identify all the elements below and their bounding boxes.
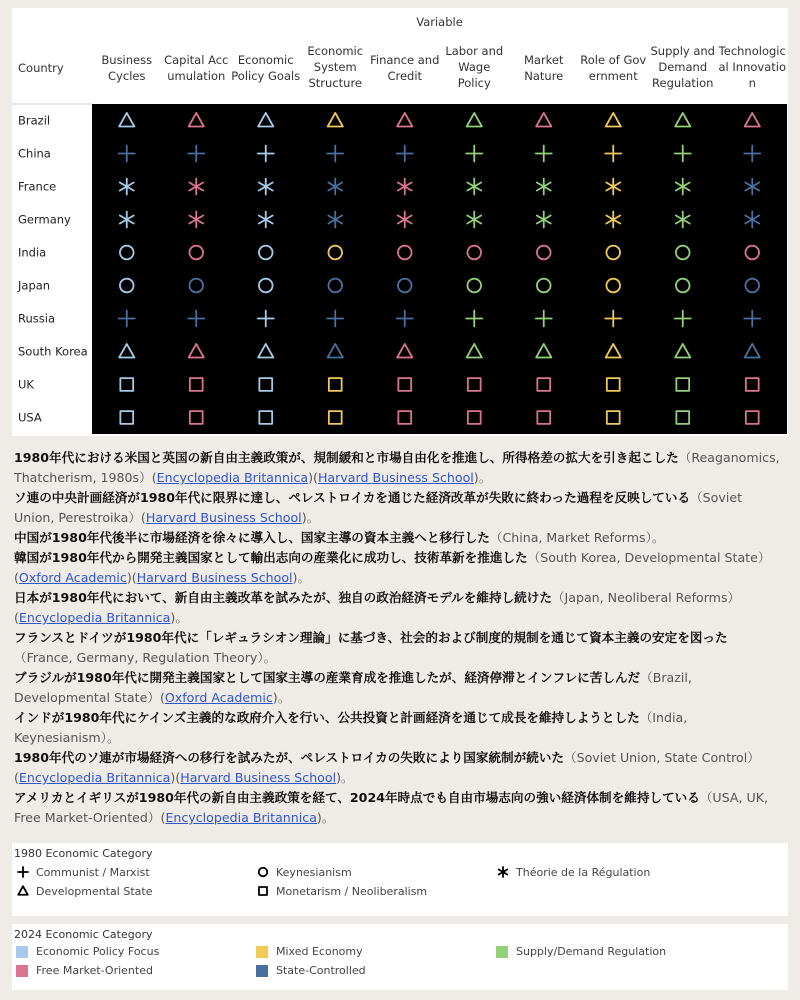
legend-shape-label: Théorie de la Régulation: [516, 865, 651, 879]
note-source: （Japan, Neoliberal Reforms）: [551, 590, 741, 605]
citation-link[interactable]: Encyclopedia Britannica: [156, 470, 309, 485]
chart-panel: [12, 8, 788, 436]
paren-open: (: [313, 470, 318, 485]
note-source: （Soviet Union, State Control）: [564, 750, 760, 765]
column-header: Market Nature: [523, 53, 564, 83]
row-label: Japan: [18, 278, 51, 293]
paren-close: ): [272, 690, 278, 705]
column-header: Business Cycles: [101, 53, 153, 83]
note-paragraph: [14, 548, 786, 588]
note-end: 。: [297, 570, 311, 585]
note-text: 1980年代のソ連が市場経済への移行を試みたが、ペレストロイカの失敗により国家統制が続いた: [14, 750, 565, 765]
legend-color-label: State-Controlled: [276, 964, 366, 977]
paren-open: (: [140, 510, 146, 525]
legend-shape-label: Developmental State: [36, 884, 153, 898]
legend-shape-item: [496, 865, 650, 879]
paren-close: ): [170, 770, 176, 785]
notes-section: [14, 448, 786, 828]
legend-color-label: Free Market-Oriented: [36, 964, 153, 977]
color-swatch: [16, 965, 28, 977]
note-end: 。: [106, 730, 120, 745]
paren-close: ): [170, 610, 176, 625]
column-header: Finance and Credit: [370, 53, 440, 83]
citation-link[interactable]: Oxford Academic: [18, 570, 127, 585]
note-end: 。: [478, 470, 492, 485]
circle-glyph: [259, 868, 268, 877]
legend-shape-item: [256, 884, 427, 898]
row-label: USA: [18, 410, 42, 425]
circle-icon: [256, 865, 270, 879]
column-header: Labor and Wage Policy: [445, 44, 504, 90]
legend-2024-title: 2024 Economic Category: [14, 928, 153, 941]
note-paragraph: [14, 668, 786, 708]
row-label: Russia: [18, 311, 55, 326]
paren-open: (: [159, 690, 165, 705]
note-end: 。: [263, 650, 277, 665]
note-text: 韓国が1980年代から開発主義国家として輸出志向の産業化に成功し、技術革新を推進した: [14, 550, 528, 565]
note-source: （France, Germany, Regulation Theory）: [14, 650, 264, 665]
legend-2024: [12, 924, 788, 990]
citation-link[interactable]: Harvard Business School: [136, 570, 293, 585]
note-end: 。: [341, 770, 354, 785]
square-glyph: [259, 887, 267, 895]
note-source: （India, Keynesianism）: [14, 710, 688, 745]
paren-open: (: [131, 570, 137, 585]
note-text: フランスとドイツが1980年代に「レギュラシオン理論」に基づき、社会的および制度的規制を通じて資本主義の安定を図った: [14, 630, 728, 645]
note-paragraph: [14, 708, 786, 748]
note-source: （Reaganomics, Thatcherism, 1980s）: [14, 450, 780, 485]
row-label: France: [18, 179, 57, 194]
note-source: （USA, UK, Free Market-Oriented）: [14, 790, 768, 825]
note-text: 中国が1980年代後半に市場経済を徐々に導入し、国家主導の資本主義へと移行した: [14, 530, 490, 545]
row-label: India: [18, 245, 47, 260]
note-end: 。: [306, 510, 320, 525]
paren-open: (: [151, 470, 157, 485]
legend-color-item: [256, 964, 366, 977]
column-header: Technologic al Innovatio n: [718, 44, 786, 90]
color-swatch: [16, 946, 28, 958]
note-paragraph: [14, 448, 786, 488]
color-swatch: [256, 946, 268, 958]
row-label: Brazil: [18, 113, 51, 128]
note-text: ソ連の中央計画経済が1980年代に限界に達し、ペレストロイカを通じた経済改革が失敗に終わった過程を反映している: [14, 490, 691, 505]
plus-icon: [16, 865, 30, 879]
note-text: 1980年代における米国と英国の新自由主義政策が、規制緩和と市場自由化を推進し、所得格差の拡大を引き起こした: [14, 450, 679, 465]
note-source: （China, Market Reforms）: [489, 530, 652, 545]
note-end: 。: [321, 810, 335, 825]
paren-open: (: [14, 770, 19, 785]
paren-close: ): [301, 510, 307, 525]
legend-color-item: [16, 964, 153, 977]
note-paragraph: [14, 748, 786, 788]
paren-close: ): [473, 470, 479, 485]
citation-link[interactable]: Encyclopedia Britannica: [165, 810, 317, 825]
asterisk-glyph: [499, 867, 508, 877]
legend-color-label: Mixed Economy: [276, 945, 363, 958]
paren-close: ): [316, 810, 322, 825]
header-title: Variable: [416, 15, 463, 29]
note-text: アメリカとイギリスが1980年代の新自由主義政策を経て、2024年時点でも自由市場志向の強い経済体制を維持している: [14, 790, 700, 805]
row-label: China: [18, 146, 51, 161]
square-icon: [256, 884, 270, 898]
legend-1980-title: 1980 Economic Category: [14, 847, 153, 860]
row-header: Country: [18, 61, 64, 75]
column-header: Supply and Demand Regulation: [650, 44, 715, 90]
legend-shape-item: [16, 865, 150, 879]
note-text: ブラジルが1980年代に開発主義国家として国家主導の産業育成を推進したが、経済停滞とインフレに苦しんだ: [14, 670, 641, 685]
legend-shape-label: Monetarism / Neoliberalism: [276, 884, 428, 898]
citation-link[interactable]: Encyclopedia Britannica: [18, 610, 171, 625]
row-label: South Korea: [18, 344, 88, 359]
triangle-glyph: [18, 886, 28, 895]
note-paragraph: [14, 588, 786, 628]
legend-color-label: Economic Policy Focus: [36, 945, 160, 958]
note-text: インドが1980年代にケインズ主義的な政府介入を行い、公共投資と計画経済を通じて成長を維持しようとした: [14, 710, 640, 725]
color-swatch: [496, 946, 508, 958]
row-label: Germany: [18, 212, 71, 227]
paren-close: ): [308, 470, 314, 485]
paren-open: (: [175, 770, 181, 785]
note-text: 日本が1980年代において、新自由主義改革を試みたが、独自の政治経済モデルを維持し続けた: [14, 590, 552, 605]
legend-color-item: [256, 945, 363, 958]
paren-open: (: [160, 810, 166, 825]
note-source: （South Korea, Developmental State）: [527, 550, 771, 565]
note-end: 。: [175, 610, 188, 625]
legend-shape-label: Communist / Marxist: [36, 865, 150, 879]
citation-link[interactable]: Harvard Business School: [180, 770, 337, 785]
legend-shape-item: [16, 884, 152, 898]
triangle-icon: [16, 884, 30, 898]
note-source: （Soviet Union, Perestroika）: [14, 490, 743, 525]
asterisk-icon: [496, 865, 510, 879]
color-swatch: [256, 965, 268, 977]
citation-link[interactable]: Harvard Business School: [317, 470, 474, 485]
column-header: Capital Acc umulation: [164, 53, 229, 83]
legend-color-item: [16, 945, 159, 958]
note-source: （Brazil, Developmental State）: [14, 670, 692, 705]
plus-glyph: [18, 867, 28, 877]
column-header: Role of Gov ernment: [580, 53, 647, 83]
legend-shape-label: Keynesianism: [276, 865, 352, 879]
citation-link[interactable]: Harvard Business School: [145, 510, 302, 525]
legend-1980: [12, 843, 788, 916]
note-paragraph: [14, 788, 786, 828]
paren-open: (: [14, 610, 19, 625]
paren-close: ): [292, 570, 298, 585]
citation-link[interactable]: Encyclopedia Britannica: [18, 770, 171, 785]
chart-svg: [12, 8, 788, 436]
paren-close: ): [126, 570, 132, 585]
column-header: Economic System Structure: [307, 44, 364, 90]
note-end: 。: [651, 530, 665, 545]
paren-close: ): [336, 770, 342, 785]
citation-link[interactable]: Oxford Academic: [164, 690, 273, 705]
row-label: UK: [18, 377, 34, 392]
legend-color-label: Supply/Demand Regulation: [516, 945, 667, 958]
legend-shape-item: [256, 865, 352, 879]
paren-open: (: [14, 570, 19, 585]
note-paragraph: [14, 488, 786, 528]
note-end: 。: [277, 690, 291, 705]
column-header: Economic Policy Goals: [231, 53, 301, 83]
legend-color-item: [496, 945, 666, 958]
note-paragraph: [14, 628, 786, 668]
note-paragraph: [14, 528, 786, 548]
